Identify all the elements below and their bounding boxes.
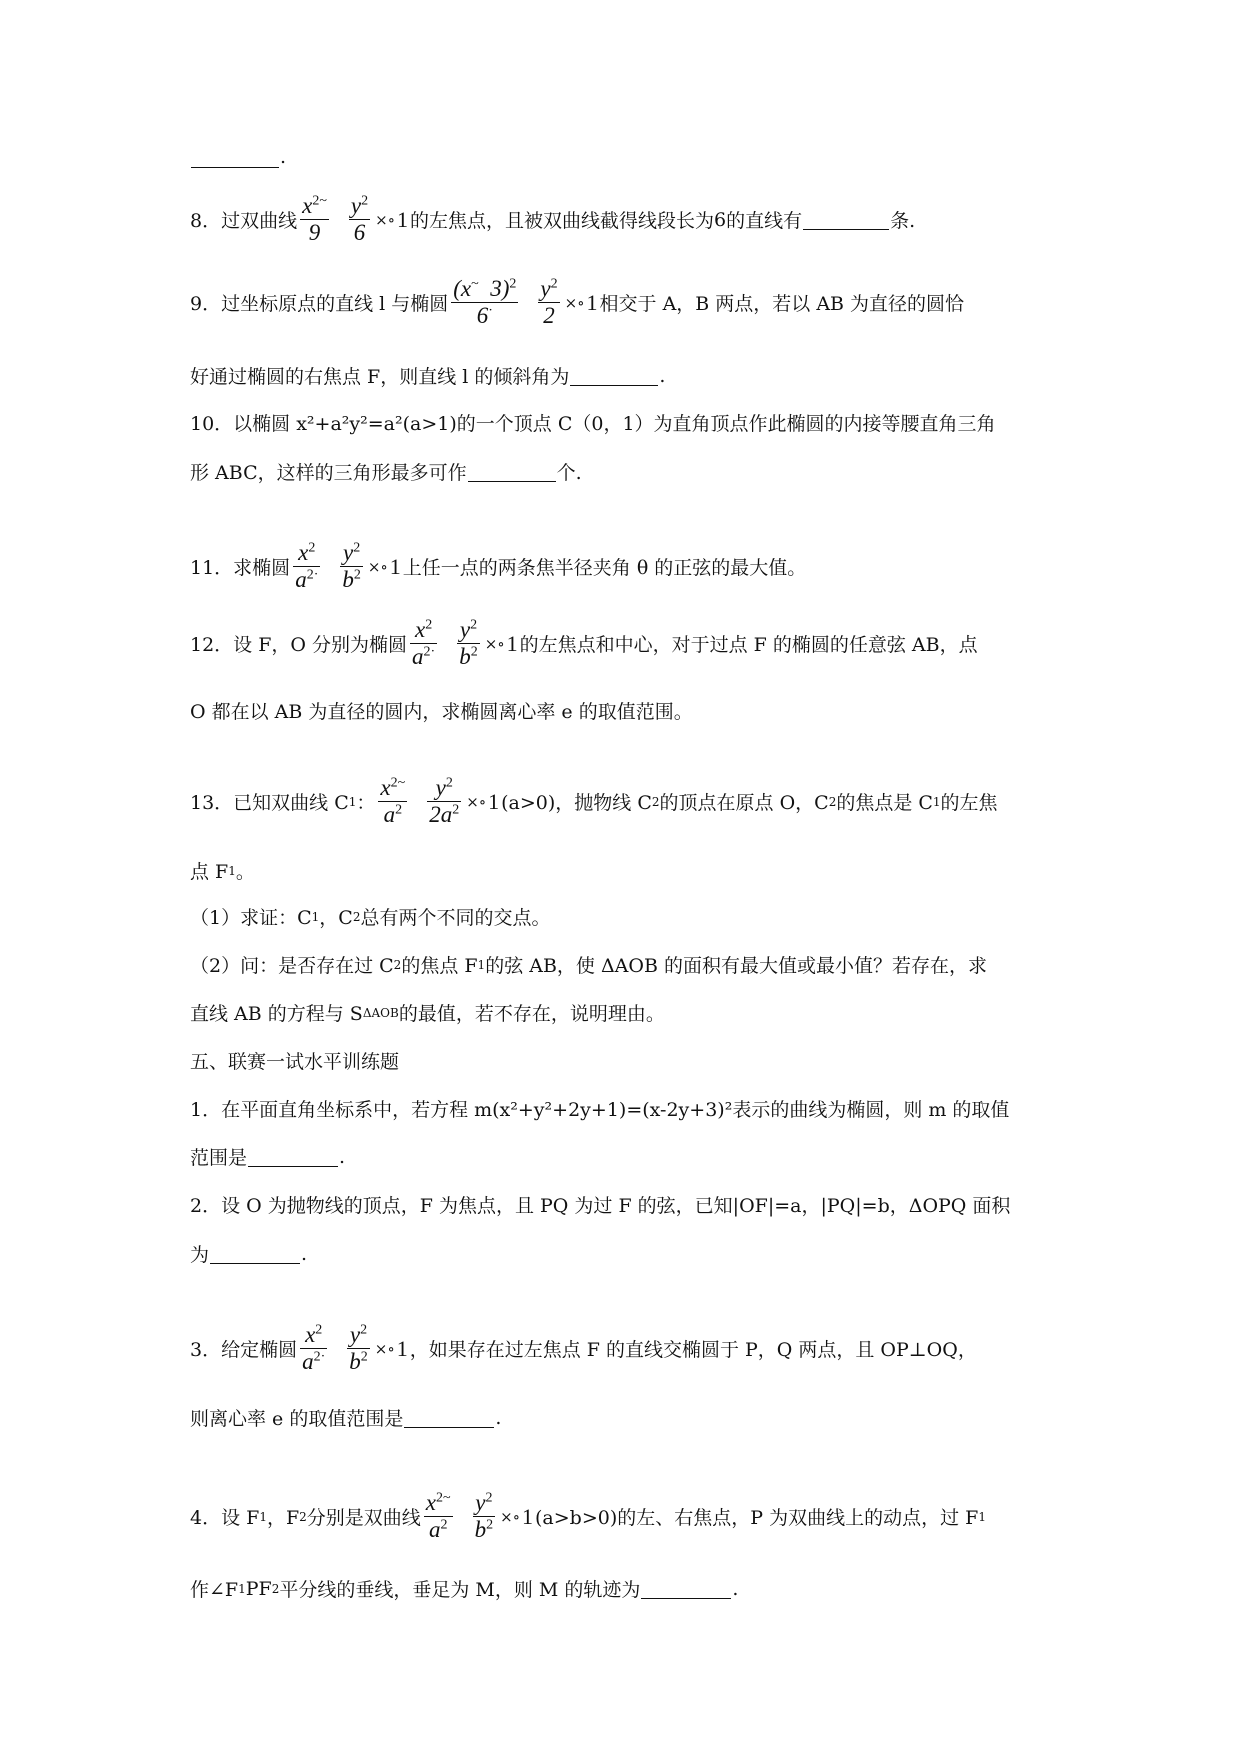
fraction-y2-over-b2: $\frac{y^2}{b^2}$ (459, 617, 478, 670)
question-4: 4．设 F 1 ，F 2 分别是双曲线 $\frac{x^{2\sim}}{a^2}$ $\frac{y^2}{b^2}$ ×∘ 1 (a>b>0)的左、右焦点，P 为双曲线上的动点，过 F 1 (190, 1490, 986, 1543)
fraction-x2-over-a2: $\frac{x^2}{a^{2\cdot}}$ (295, 540, 319, 593)
fraction-y2-over-b2: $\frac{y^2}{b^2}$ (474, 1490, 494, 1543)
question-3-continued: 则离心率 e 的取值范围是 . (190, 1406, 502, 1430)
problem-10-continued: 形 ABC，这样的三角形最多可作 个. (190, 462, 582, 484)
equals-glyph: ×∘ (375, 210, 396, 229)
equals-glyph: ×∘ (466, 792, 487, 811)
equals-glyph: ×∘ (484, 634, 505, 653)
answer-blank (803, 209, 889, 230)
fraction-y2-over-2a2: $\frac{y^2}{2a^2}$ (429, 775, 460, 828)
question-1: 1．在平面直角坐标系中，若方程 m(x²+y²+2y+1)=(x-2y+3)²表示的曲线为椭圆，则 m 的取值 (190, 1099, 1010, 1121)
answer-blank (641, 1578, 731, 1599)
answer-blank (468, 461, 556, 482)
equals-glyph: ×∘ (564, 293, 585, 312)
question-3: 3．给定椭圆 $\frac{x^2}{a^{2\cdot}}$ $\frac{y^2}{b^2}$ ×∘ 1 ，如果存在过左焦点 F 的直线交椭圆于 P，Q 两点，且 OP⊥OQ， (190, 1322, 977, 1375)
question-2-continued: 为 . (190, 1242, 308, 1266)
fraction-y2-over-b2: $\frac{y^2}{b^2}$ (342, 540, 361, 593)
problem-13: 13．已知双曲线 C 1 ： $\frac{x^{2\sim}}{a^2}$ $\frac{y^2}{2a^2}$ ×∘ 1 (a>0)，抛物线 C 2 的顶点在原点 O，C 2 的焦点是 C 1 的左焦 (190, 775, 998, 828)
problem-11: 11．求椭圆 $\frac{x^2}{a^{2\cdot}}$ $\frac{y^2}{b^2}$ ×∘ 1 上任一点的两条焦半径夹角 θ 的正弦的最大值。 (190, 540, 807, 593)
fraction-x-minus-3-squared-over-6: $\frac{(x^\sim 3)^2}{6^\cdot}$ (453, 276, 517, 329)
problem-12: 12．设 F，O 分别为椭圆 $\frac{x^2}{a^{2\cdot}}$ $\frac{y^2}{b^2}$ ×∘ 1 的左焦点和中心，对于过点 F 的椭圆的任意弦 AB，点 (190, 617, 978, 670)
equals-glyph: ×∘ (374, 1339, 395, 1358)
section-heading: 五、联赛一试水平训练题 (190, 1051, 400, 1073)
fraction-x2-over-a2: $\frac{x^{2\sim}}{a^2}$ (380, 775, 406, 828)
problem-9-continued: 好通过椭圆的右焦点 F，则直线 l 的倾斜角为 . (190, 364, 666, 388)
problem-13-continued: 点 F 1 。 (190, 861, 255, 883)
answer-blank (570, 365, 658, 386)
question-4-continued: 作∠F 1 PF 2 平分线的垂线，垂足为 M，则 M 的轨迹为 . (190, 1577, 739, 1601)
problem-13-part-2: （2）问：是否存在过 C 2 的焦点 F 1 的弦 AB，使 ΔAOB 的面积有最大值或最小值？若存在，求 (190, 955, 987, 977)
fraction-x2-over-9: $\frac{x^{2\sim}}{9}$ (302, 193, 327, 246)
answer-blank (191, 147, 279, 168)
fraction-y2-over-2: $\frac{y^2}{2}$ (540, 276, 558, 329)
fraction-x2-over-a2: $\frac{x^2}{a^{2\cdot}}$ (302, 1322, 326, 1375)
fraction-x2-over-a2: $\frac{x^2}{a^{2\cdot}}$ (412, 617, 436, 670)
problem-13-part-1: （1）求证：C 1 ，C 2 总有两个不同的交点。 (190, 907, 551, 929)
problem-9: 9．过坐标原点的直线 l 与椭圆 $\frac{(x^\sim 3)^2}{6^\cdot}$ $\frac{y^2}{2}$ ×∘ 1 相交于 A，B 两点，若以 AB 为直径的圆恰 (190, 276, 965, 329)
answer-blank (210, 1243, 300, 1264)
problem-10: 10．以椭圆 x²+a²y²=a²(a>1)的一个顶点 C（0，1）为直角顶点作此椭圆的内接等腰直角三角 (190, 413, 996, 435)
fraction-y2-over-6: $\frac{y^2}{6}$ (350, 193, 369, 246)
equals-glyph: ×∘ (367, 557, 388, 576)
problem-8: 8．过双曲线 $\frac{x^{2\sim}}{9}$ $\frac{y^2}{6}$ ×∘ 1 的左焦点，且被双曲线截得线段长为 6 的直线有 条. (190, 193, 916, 246)
answer-blank (404, 1407, 494, 1428)
equals-glyph: ×∘ (500, 1507, 521, 1526)
problem-12-continued: O 都在以 AB 为直径的圆内，求椭圆离心率 e 的取值范围。 (190, 701, 693, 723)
question-2: 2．设 O 为抛物线的顶点，F 为焦点，且 PQ 为过 F 的弦，已知|OF|=a，|PQ|=b，ΔOPQ 面积 (190, 1195, 1011, 1217)
fraction-x2-over-a2: $\frac{x^{2\sim}}{a^2}$ (425, 1490, 451, 1543)
question-1-continued: 范围是 . (190, 1145, 346, 1169)
blank-continuation-line: . (190, 146, 1057, 168)
answer-blank (248, 1146, 338, 1167)
fraction-y2-over-b2: $\frac{y^2}{b^2}$ (349, 1322, 368, 1375)
problem-13-part-2-continued: 直线 AB 的方程与 S ΔAOB 的最值，若不存在，说明理由。 (190, 1003, 665, 1025)
